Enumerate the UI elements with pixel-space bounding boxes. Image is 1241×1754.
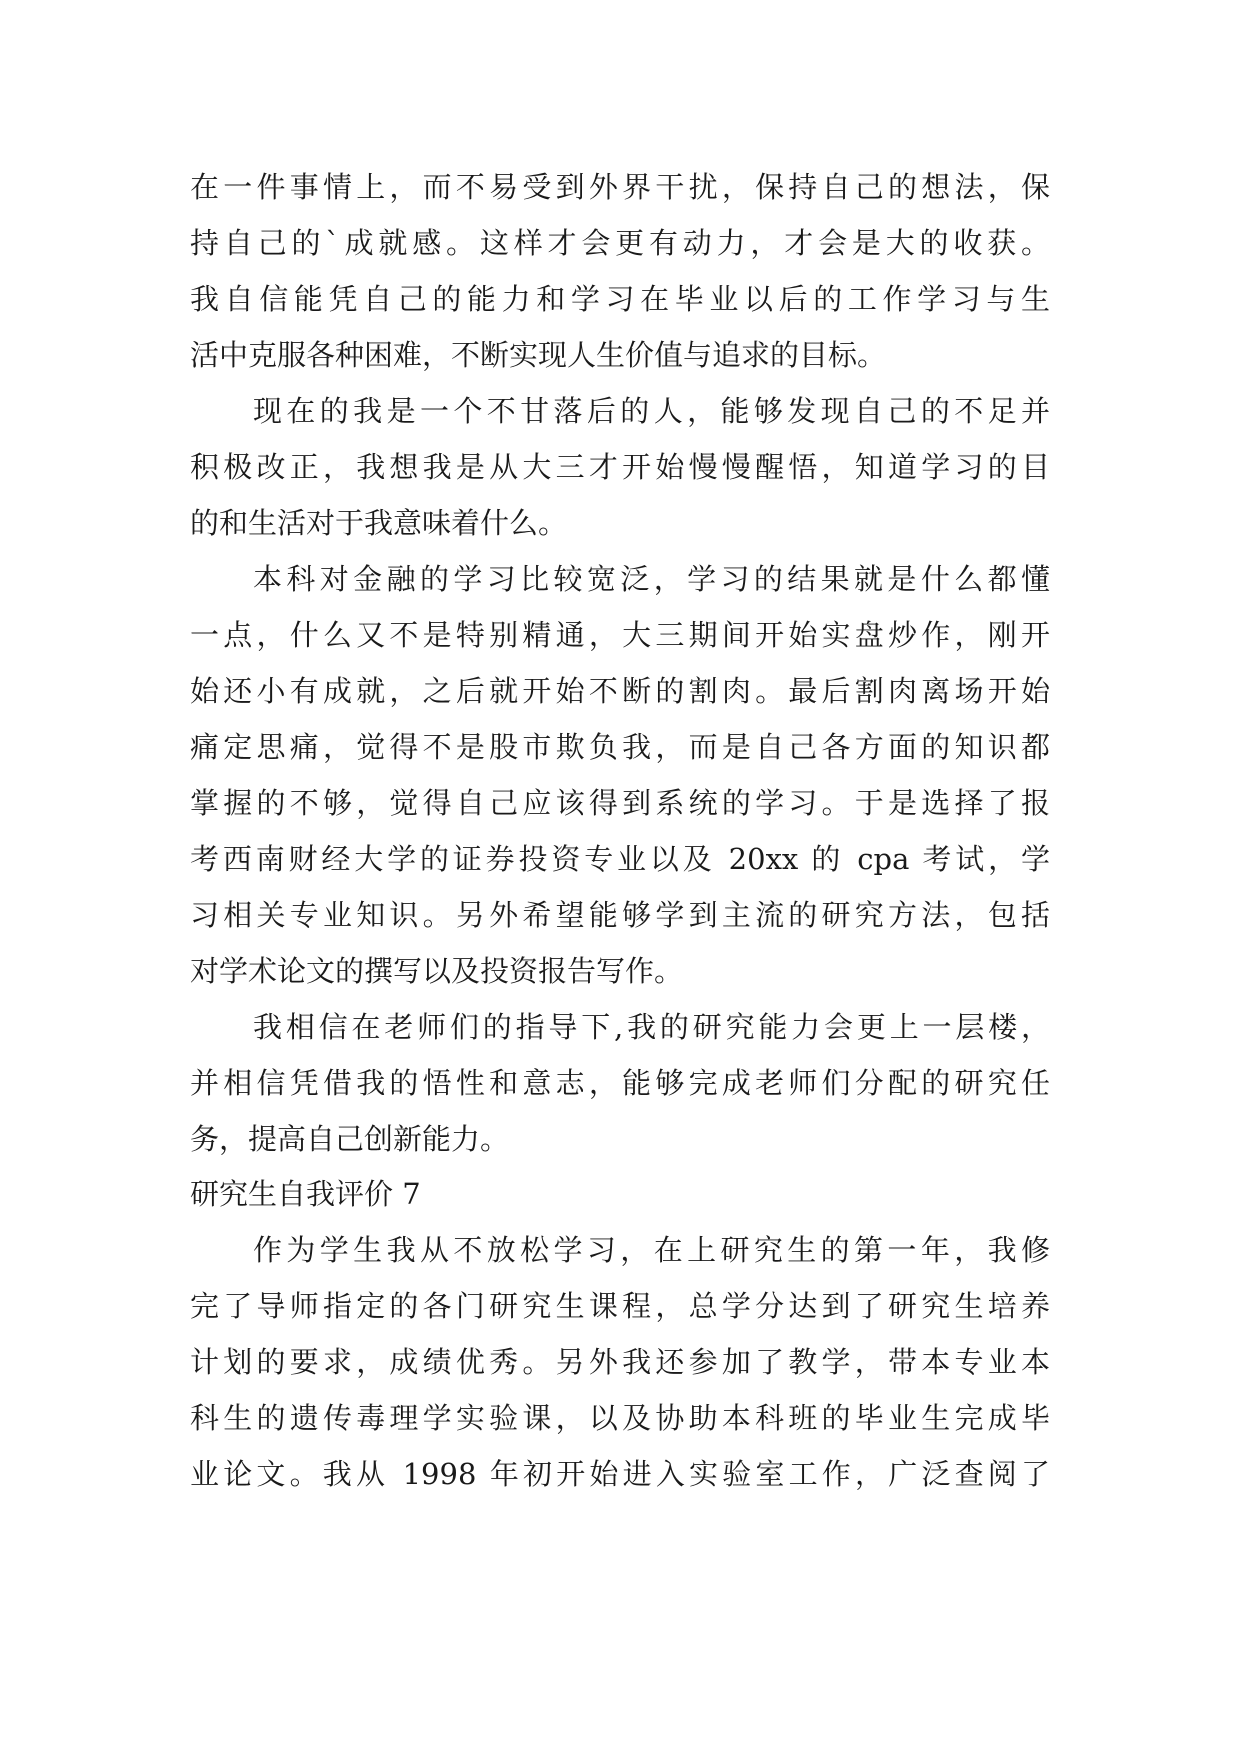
paragraph-start-line: 作为学生我从不放松学习，在上研究生的第一年，我修: [253, 1233, 1050, 1267]
text-line: 我自信能凭自己的能力和学习在毕业以后的工作学习与生: [190, 282, 1050, 316]
text-line: 积极改正，我想我是从大三才开始慢慢醒悟，知道学习的目: [190, 450, 1050, 484]
paragraph-start-line: 我相信在老师们的指导下,我的研究能力会更上一层楼，: [253, 1010, 1050, 1044]
text-line: 完了导师指定的各门研究生课程，总学分达到了研究生培养: [190, 1289, 1050, 1323]
text-line: 活中克服各种困难，不断实现人生价值与追求的目标。: [190, 338, 887, 372]
text-line: 在一件事情上，而不易受到外界干扰，保持自己的想法，保: [190, 170, 1050, 204]
text-line: 痛定思痛，觉得不是股市欺负我，而是自己各方面的知识都: [190, 730, 1050, 764]
text-line: 的和生活对于我意味着什么。: [190, 506, 568, 540]
text-line: 持自己的`成就感。这样才会更有动力，才会是大的收获。: [190, 226, 1050, 260]
text-line: 始还小有成就，之后就开始不断的割肉。最后割肉离场开始: [190, 674, 1050, 708]
paragraph-start-line: 本科对金融的学习比较宽泛，学习的结果就是什么都懂: [253, 562, 1050, 596]
text-line: 习相关专业知识。另外希望能够学到主流的研究方法，包括: [190, 898, 1050, 932]
text-line: 对学术论文的撰写以及投资报告写作。: [190, 954, 684, 988]
text-line: 掌握的不够，觉得自己应该得到系统的学习。于是选择了报: [190, 786, 1050, 820]
text-line: 业论文。我从 1998 年初开始进入实验室工作，广泛查阅了: [190, 1457, 1050, 1491]
section-heading: 研究生自我评价 7: [190, 1177, 421, 1211]
text-line: 考西南财经大学的证券投资专业以及 20xx 的 cpa 考试，学: [190, 842, 1050, 876]
text-line: 科生的遗传毒理学实验课，以及协助本科班的毕业生完成毕: [190, 1401, 1050, 1435]
text-line: 务，提高自己创新能力。: [190, 1122, 510, 1156]
paragraph-start-line: 现在的我是一个不甘落后的人，能够发现自己的不足并: [253, 394, 1050, 428]
text-line: 并相信凭借我的悟性和意志，能够完成老师们分配的研究任: [190, 1066, 1050, 1100]
text-line: 一点，什么又不是特别精通，大三期间开始实盘炒作，刚开: [190, 618, 1050, 652]
text-line: 计划的要求，成绩优秀。另外我还参加了教学，带本专业本: [190, 1345, 1050, 1379]
